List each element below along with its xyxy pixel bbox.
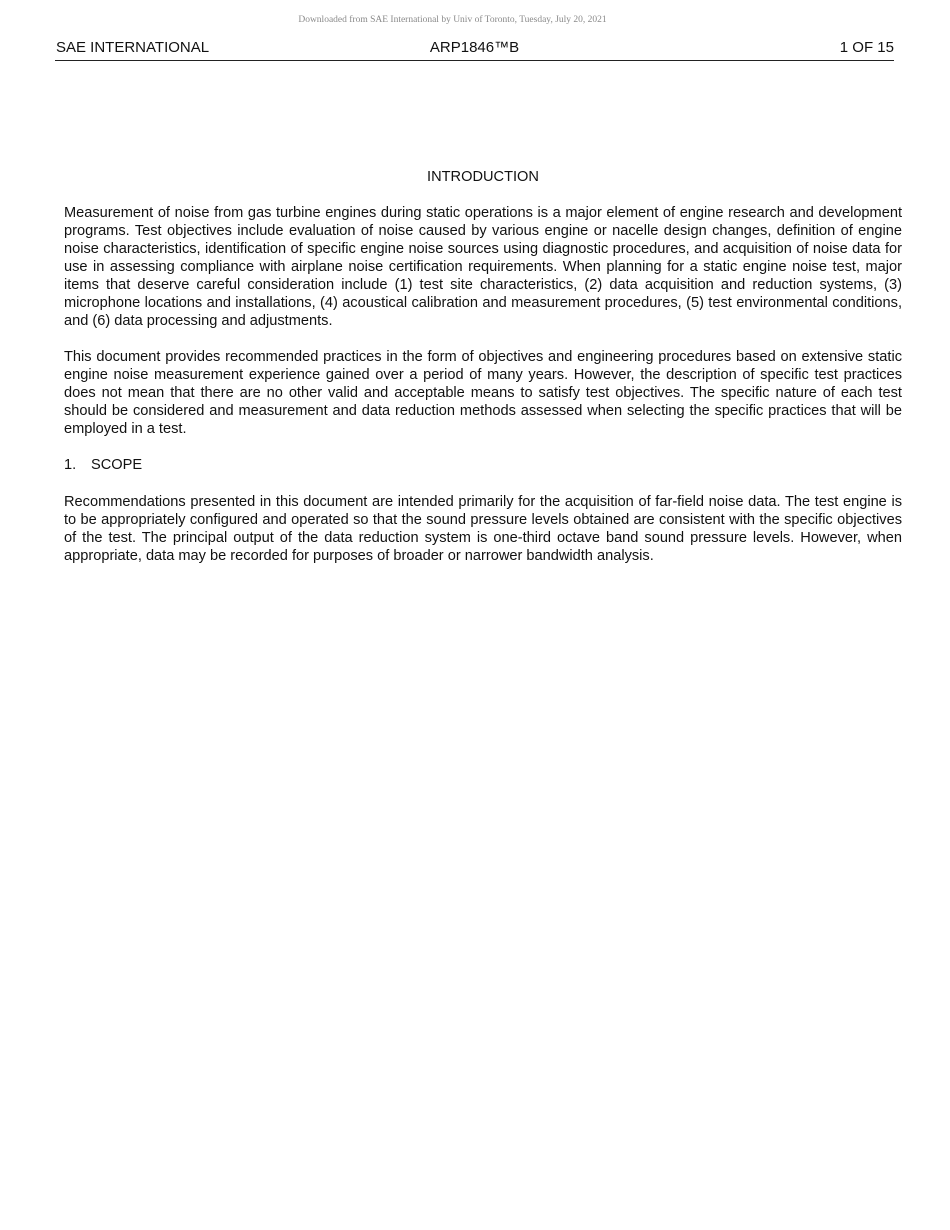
scope-paragraph: Recommendations presented in this document are intended primarily for the acquisition of far-field noise data. The test engine is to be appropriately configured and operated so that the sound pressure levels obtained are consistent with the specific objectives of the test. The principal output of the data reduction system is one-third octave band sound pressure levels. However, when appropriate, data may be recorded for purposes of broader or narrower bandwidth analysis. [64,494,902,564]
introduction-paragraph: Measurement of noise from gas turbine engines during static operations is a major element of engine research and development programs. Test objectives include evaluation of noise caused by various engine or nacelle design changes, definition of engine noise characteristics, identification of specific engine noise sources using diagnostic procedures, and acquisition of noise data for use in assessing compliance with airplane noise certification requirements. When planning for a static engine noise test, major items that deserve careful consideration include (1) test site characteristics, (2) data acquisition and reduction systems, (3) microphone locations and installations, (4) acoustical calibration and measurement procedures, (5) test environmental conditions, and (6) data processing and adjustments. [64,205,902,329]
introduction-paragraph: This document provides recommended practices in the form of objectives and engineering procedures based on extensive static engine noise measurement experience gained over a period of many years. However, the description of specific test practices does not mean that there are no other valid and acceptable means to satisfy test objectives. The specific nature of each test should be considered and measurement and data reduction methods assessed when selecting the specific practices that will be employed in a test. [64,349,902,437]
header-document-id: ARP1846™B [429,39,520,56]
document-body [64,168,902,583]
scope-heading [64,456,902,474]
header-organization: SAE INTERNATIONAL [56,39,210,56]
page-header [55,37,894,61]
section-number: 1. [64,457,77,473]
download-watermark: Downloaded from SAE International by Univ of Toronto, Tuesday, July 20, 2021 [298,15,607,25]
section-title: SCOPE [91,457,143,473]
introduction-heading: INTRODUCTION [427,169,539,185]
header-page-number: 1 OF 15 [839,39,894,56]
